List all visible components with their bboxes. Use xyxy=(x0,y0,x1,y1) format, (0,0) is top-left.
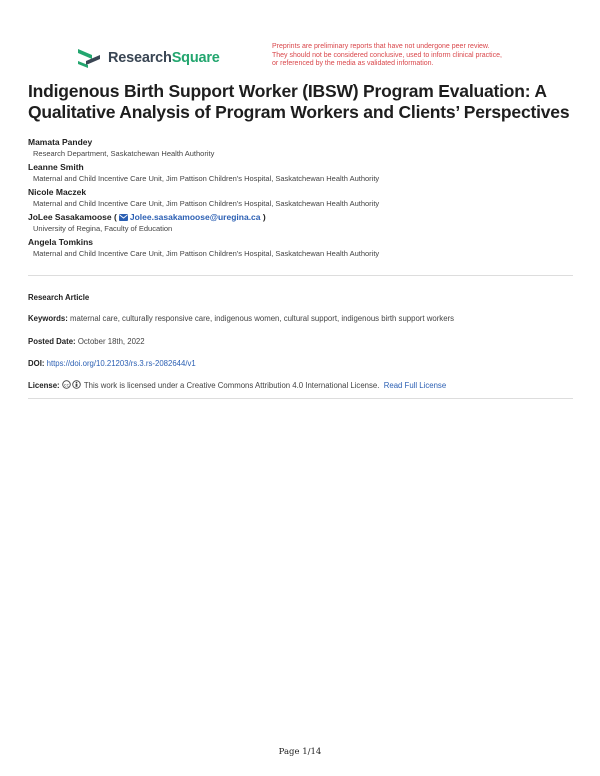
doi-label: DOI: xyxy=(28,359,45,368)
email-paren-close: ) xyxy=(260,212,266,222)
envelope-icon xyxy=(119,214,128,221)
logo-wordmark xyxy=(108,50,220,66)
notice-line: They should not be considered conclusive, used to inform clinical practice, xyxy=(272,51,502,59)
article-type xyxy=(28,292,580,303)
author-name-row xyxy=(28,212,580,223)
author-affiliation: Maternal and Child Incentive Care Unit, Jim Pattison Children's Hospital, Saskatchewan Health Authority xyxy=(33,249,380,258)
page-header xyxy=(0,0,600,80)
author-block xyxy=(28,187,580,212)
logo-word-research: Research xyxy=(108,50,172,66)
author-name: Leanne Smith xyxy=(28,162,84,172)
creative-commons-icon xyxy=(62,380,82,389)
author-block xyxy=(28,162,580,187)
research-square-logo-icon xyxy=(76,47,102,69)
author-name: Nicole Maczek xyxy=(28,187,87,197)
preprint-notice xyxy=(272,43,572,69)
license-row xyxy=(28,380,580,391)
keywords-row xyxy=(28,313,580,324)
svg-text:cc: cc xyxy=(63,383,69,389)
author-affiliation: Research Department, Saskatchewan Health Authority xyxy=(33,149,215,158)
license-label: License: xyxy=(28,381,60,390)
divider-top xyxy=(28,275,573,276)
keywords-label: Keywords: xyxy=(28,314,68,323)
read-full-license-link[interactable]: Read Full License xyxy=(383,381,447,390)
doi-link[interactable]: https://doi.org/10.21203/rs.3.rs-2082644/v1 xyxy=(46,359,196,368)
keywords-value: maternal care, culturally responsive care, indigenous women, cultural support, indigenous birth support workers xyxy=(70,314,455,323)
research-square-logo[interactable] xyxy=(76,47,220,69)
author-name: JoLee Sasakamoose xyxy=(28,212,112,222)
author-name: Mamata Pandey xyxy=(28,137,93,147)
email-paren-open: ( xyxy=(111,212,117,222)
author-block xyxy=(28,212,580,237)
author-affiliation: University of Regina, Faculty of Education xyxy=(33,224,173,233)
paper-title: Indigenous Birth Support Worker (IBSW) Program Evaluation: A Qualitative Analysis of Program Workers and Clients’ Perspectives xyxy=(28,81,570,122)
author-email-link[interactable]: Jolee.sasakamoose@uregina.ca xyxy=(129,212,261,222)
divider-bottom xyxy=(28,398,573,399)
posted-date-value: October 18th, 2022 xyxy=(77,337,145,346)
author-block xyxy=(28,137,580,162)
author-name: Angela Tomkins xyxy=(28,237,94,247)
posted-date-label: Posted Date: xyxy=(28,337,76,346)
author-affiliation: Maternal and Child Incentive Care Unit, Jim Pattison Children's Hospital, Saskatchewan Health Authority xyxy=(33,199,380,208)
logo-word-square: Square xyxy=(171,50,220,66)
notice-line: or referenced by the media as validated information. xyxy=(272,60,434,67)
author-block xyxy=(28,237,580,262)
author-list xyxy=(28,137,580,262)
article-type-label: Research Article xyxy=(28,293,90,302)
posted-date-row xyxy=(28,336,580,347)
license-text: This work is licensed under a Creative Commons Attribution 4.0 International License. xyxy=(83,381,380,390)
author-affiliation: Maternal and Child Incentive Care Unit, Jim Pattison Children's Hospital, Saskatchewan Health Authority xyxy=(33,174,380,183)
page-number: Page 1/14 xyxy=(278,747,322,757)
notice-line: Preprints are preliminary reports that have not undergone peer review. xyxy=(272,43,490,50)
doi-row xyxy=(28,358,580,369)
